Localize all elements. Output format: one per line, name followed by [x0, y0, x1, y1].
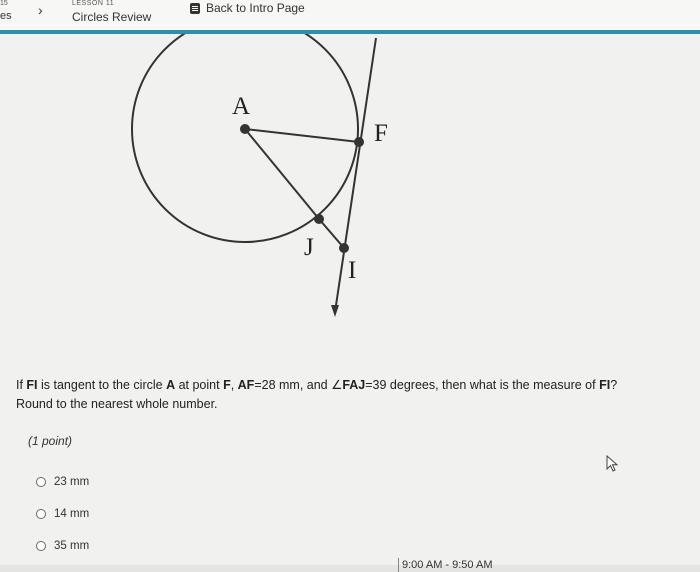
point-J: [314, 214, 324, 224]
answer-option-label: 23 mm: [54, 476, 90, 488]
question-segment: ,: [230, 378, 238, 392]
angle-label: FAJ: [342, 378, 366, 392]
lesson-number: 15: [0, 0, 8, 7]
question-segment: is tangent to the circle: [37, 378, 167, 392]
chevron-right-icon: ›: [38, 2, 43, 18]
question-line-2: Round to the nearest whole number.: [16, 397, 218, 411]
answer-option-3[interactable]: [36, 538, 89, 554]
question-segment: ?: [610, 378, 618, 392]
answer-option-2[interactable]: [36, 506, 89, 522]
radio-button[interactable]: [36, 541, 46, 551]
bottom-status-bar: [0, 565, 700, 572]
point-I: [339, 243, 349, 253]
circle-diagram: [0, 34, 700, 364]
question-segment: If: [16, 378, 27, 392]
segment-AJ: [245, 129, 319, 219]
document-icon: [190, 3, 200, 14]
point-F-label: F: [223, 378, 231, 392]
radio-button[interactable]: [36, 509, 46, 519]
answer-option-label: 14 mm: [54, 508, 90, 520]
label-J: J: [304, 234, 314, 261]
breadcrumb-previous[interactable]: es: [0, 10, 12, 22]
radio-button[interactable]: [36, 477, 46, 487]
label-F: F: [374, 120, 388, 147]
question-text: [16, 376, 700, 414]
question-segment: =28 mm, and ∠: [254, 378, 343, 392]
lesson-label: LESSON 11: [72, 0, 115, 7]
mouse-pointer-icon: [606, 455, 620, 473]
answer-option-label: 35 mm: [54, 540, 90, 552]
label-A: A: [232, 93, 251, 120]
point-A: [240, 124, 250, 134]
arrowhead-icon: [331, 305, 339, 317]
question-segment: at point: [175, 378, 224, 392]
segment-FI-label: FI: [26, 378, 38, 392]
points-label: (1 point): [28, 434, 73, 448]
radius-AF: [245, 129, 359, 142]
answer-option-1[interactable]: [36, 474, 89, 490]
question-segment: =39 degrees, then what is the measure of: [365, 378, 600, 392]
label-I: I: [348, 257, 357, 284]
class-time-label: 9:00 AM - 9:50 AM: [398, 558, 493, 572]
question-line-1: [16, 376, 700, 395]
segment-JI: [319, 219, 344, 248]
segment-AF-label: AF: [237, 378, 255, 392]
point-F: [354, 137, 364, 147]
top-navigation-bar: [0, 0, 700, 30]
point-A-label: A: [166, 378, 176, 392]
back-to-intro-link[interactable]: [190, 0, 305, 16]
page-title: Circles Review: [72, 10, 152, 24]
segment-FI-label: FI: [599, 378, 611, 392]
back-to-intro-label: Back to Intro Page: [206, 1, 305, 15]
